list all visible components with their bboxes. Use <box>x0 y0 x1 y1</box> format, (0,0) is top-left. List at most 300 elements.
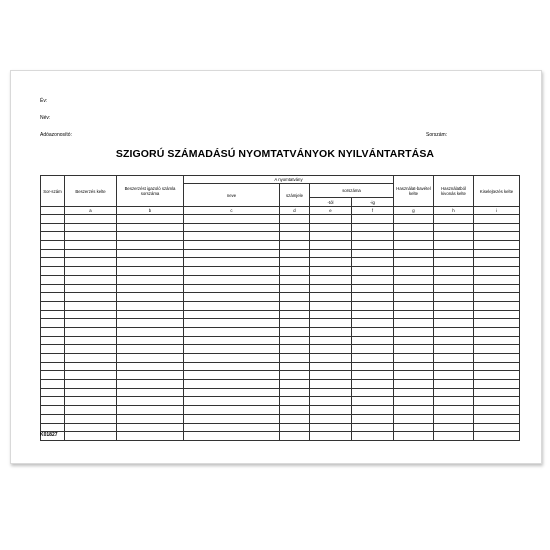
column-letter: c <box>184 207 280 215</box>
table-cell <box>41 223 65 232</box>
table-cell <box>65 241 117 250</box>
table-cell <box>41 249 65 258</box>
table-cell <box>474 241 520 250</box>
table-cell <box>474 414 520 423</box>
table-cell <box>117 362 184 371</box>
table-cell <box>117 432 184 441</box>
table-cell <box>352 215 394 224</box>
table-row <box>41 354 520 363</box>
table-cell <box>352 232 394 241</box>
table-cell <box>41 301 65 310</box>
table-cell <box>394 414 434 423</box>
table-cell <box>474 249 520 258</box>
table-cell <box>184 397 280 406</box>
table-cell <box>184 232 280 241</box>
table-cell <box>310 293 352 302</box>
column-letter: h <box>434 207 474 215</box>
table-cell <box>310 232 352 241</box>
table-cell <box>117 267 184 276</box>
table-row <box>41 275 520 284</box>
table-cell <box>65 406 117 415</box>
table-cell <box>434 223 474 232</box>
table-cell <box>474 319 520 328</box>
table-row <box>41 362 520 371</box>
column-letter-blank <box>41 207 65 215</box>
table-cell <box>474 397 520 406</box>
table-cell <box>310 371 352 380</box>
register-table <box>40 175 520 441</box>
table-cell <box>310 284 352 293</box>
table-cell <box>41 232 65 241</box>
table-row <box>41 432 520 441</box>
column-letter: g <box>394 207 434 215</box>
table-cell <box>434 414 474 423</box>
table-cell <box>310 388 352 397</box>
table-cell <box>65 397 117 406</box>
table-cell <box>394 241 434 250</box>
table-cell <box>394 284 434 293</box>
table-cell <box>117 319 184 328</box>
year-label: Év: <box>40 98 48 104</box>
page-title: SZIGORÚ SZÁMADÁSÚ NYOMTATVÁNYOK NYILVÁNTARTÁSA <box>115 148 435 160</box>
table-row <box>41 223 520 232</box>
table-cell <box>310 423 352 432</box>
table-cell <box>65 354 117 363</box>
table-cell <box>434 327 474 336</box>
table-cell <box>434 310 474 319</box>
table-cell <box>117 406 184 415</box>
form-code: K01827 <box>40 432 58 438</box>
table-cell <box>41 336 65 345</box>
table-cell <box>280 284 310 293</box>
table-cell <box>117 327 184 336</box>
table-cell <box>117 301 184 310</box>
table-row <box>41 423 520 432</box>
table-cell <box>310 397 352 406</box>
table-cell <box>310 215 352 224</box>
table-cell <box>280 215 310 224</box>
table-cell <box>310 354 352 363</box>
table-cell <box>310 249 352 258</box>
table-cell <box>434 267 474 276</box>
table-cell <box>352 275 394 284</box>
table-cell <box>310 432 352 441</box>
table-cell <box>434 345 474 354</box>
table-cell <box>474 258 520 267</box>
header-sorszama: sorszáma <box>310 184 394 198</box>
table-cell <box>41 284 65 293</box>
table-cell <box>474 293 520 302</box>
table-cell <box>394 432 434 441</box>
table-cell <box>280 241 310 250</box>
table-cell <box>434 380 474 389</box>
table-cell <box>474 327 520 336</box>
table-cell <box>117 232 184 241</box>
table-cell <box>41 388 65 397</box>
table-cell <box>352 310 394 319</box>
table-cell <box>474 310 520 319</box>
table-cell <box>434 354 474 363</box>
table-cell <box>310 223 352 232</box>
table-cell <box>310 406 352 415</box>
table-cell <box>352 223 394 232</box>
table-cell <box>184 249 280 258</box>
table-cell <box>434 275 474 284</box>
table-cell <box>65 371 117 380</box>
table-cell <box>434 258 474 267</box>
table-cell <box>65 327 117 336</box>
table-cell <box>41 354 65 363</box>
table-row <box>41 267 520 276</box>
table-cell <box>117 388 184 397</box>
table-cell <box>310 241 352 250</box>
header-kiselejtezes-kelte: Kiselejtezés kelte <box>474 176 520 207</box>
table-cell <box>474 345 520 354</box>
header-sorszam: Sor-szám <box>41 176 65 207</box>
table-cell <box>280 397 310 406</box>
table-cell <box>280 406 310 415</box>
table-cell <box>184 388 280 397</box>
table-cell <box>280 414 310 423</box>
tax-id-label: Adóazonosító: <box>40 132 72 138</box>
table-row <box>41 388 520 397</box>
table-cell <box>394 354 434 363</box>
table-cell <box>41 215 65 224</box>
table-cell <box>280 232 310 241</box>
table-row <box>41 397 520 406</box>
table-cell <box>41 362 65 371</box>
table-row <box>41 310 520 319</box>
table-cell <box>474 223 520 232</box>
table-cell <box>352 327 394 336</box>
table-cell <box>352 388 394 397</box>
table-cell <box>280 345 310 354</box>
table-cell <box>474 232 520 241</box>
table-cell <box>352 336 394 345</box>
table-cell <box>184 258 280 267</box>
table-cell <box>352 293 394 302</box>
table-cell <box>184 267 280 276</box>
header-beszerzest-igazolo: Beszerzést igazoló számla sorszáma <box>117 176 184 207</box>
table-cell <box>394 310 434 319</box>
table-cell <box>65 249 117 258</box>
table-cell <box>41 345 65 354</box>
table-cell <box>474 380 520 389</box>
table-cell <box>184 362 280 371</box>
table-cell <box>117 249 184 258</box>
table-cell <box>65 232 117 241</box>
header-ig: -ig <box>352 198 394 207</box>
table-cell <box>352 432 394 441</box>
table-cell <box>474 354 520 363</box>
table-cell <box>41 310 65 319</box>
table-cell <box>184 310 280 319</box>
table-cell <box>434 406 474 415</box>
table-cell <box>184 336 280 345</box>
table-cell <box>434 397 474 406</box>
table-cell <box>65 345 117 354</box>
table-cell <box>117 275 184 284</box>
table-cell <box>310 362 352 371</box>
table-cell <box>41 241 65 250</box>
table-cell <box>117 371 184 380</box>
table-cell <box>117 293 184 302</box>
table-row <box>41 319 520 328</box>
table-cell <box>65 215 117 224</box>
table-cell <box>41 293 65 302</box>
table-cell <box>434 249 474 258</box>
table-cell <box>474 371 520 380</box>
table-cell <box>41 319 65 328</box>
table-row <box>41 414 520 423</box>
table-cell <box>474 406 520 415</box>
table-cell <box>434 241 474 250</box>
table-cell <box>41 371 65 380</box>
table-cell <box>184 223 280 232</box>
table-cell <box>310 414 352 423</box>
column-letter: i <box>474 207 520 215</box>
table-cell <box>184 414 280 423</box>
table-cell <box>41 258 65 267</box>
table-cell <box>474 284 520 293</box>
table-cell <box>310 301 352 310</box>
table-row <box>41 406 520 415</box>
table-cell <box>65 293 117 302</box>
table-cell <box>65 258 117 267</box>
table-cell <box>310 345 352 354</box>
table-cell <box>41 414 65 423</box>
table-row <box>41 249 520 258</box>
table-row <box>41 380 520 389</box>
table-row <box>41 336 520 345</box>
table-cell <box>280 310 310 319</box>
table-cell <box>65 319 117 328</box>
column-letter: d <box>280 207 310 215</box>
table-cell <box>65 275 117 284</box>
table-cell <box>474 215 520 224</box>
table-cell <box>184 406 280 415</box>
table-cell <box>352 241 394 250</box>
table-cell <box>352 380 394 389</box>
table-cell <box>474 362 520 371</box>
table-body <box>41 215 520 441</box>
table-cell <box>65 284 117 293</box>
table-cell <box>474 423 520 432</box>
table-cell <box>352 249 394 258</box>
table-cell <box>280 354 310 363</box>
table-cell <box>352 362 394 371</box>
table-cell <box>65 423 117 432</box>
table-cell <box>117 336 184 345</box>
table-cell <box>394 249 434 258</box>
header-hasznalatba-vetel: Használat-bavétel kelte <box>394 176 434 207</box>
table-cell <box>434 432 474 441</box>
table-cell <box>394 327 434 336</box>
table-cell <box>184 432 280 441</box>
table-cell <box>41 267 65 276</box>
table-cell <box>394 215 434 224</box>
table-cell <box>310 336 352 345</box>
table-cell <box>184 284 280 293</box>
table-cell <box>434 215 474 224</box>
column-letter: f <box>352 207 394 215</box>
table-cell <box>280 267 310 276</box>
table-cell <box>352 414 394 423</box>
table-cell <box>434 293 474 302</box>
table-cell <box>474 267 520 276</box>
table-cell <box>310 267 352 276</box>
table-cell <box>434 336 474 345</box>
table-cell <box>352 406 394 415</box>
table-cell <box>280 327 310 336</box>
table-cell <box>310 327 352 336</box>
table-row <box>41 301 520 310</box>
table-cell <box>184 215 280 224</box>
table-cell <box>65 414 117 423</box>
table-cell <box>394 232 434 241</box>
table-cell <box>184 293 280 302</box>
table-cell <box>280 301 310 310</box>
table-cell <box>474 432 520 441</box>
table-cell <box>65 310 117 319</box>
table-cell <box>280 371 310 380</box>
table-cell <box>394 258 434 267</box>
header-neve: neve <box>184 184 280 207</box>
header-a-nyomtatvany: A nyomtatvány <box>184 176 394 184</box>
table-cell <box>117 345 184 354</box>
table-cell <box>394 406 434 415</box>
table-row <box>41 284 520 293</box>
table-cell <box>280 423 310 432</box>
name-label: Név: <box>40 115 51 121</box>
column-letter: b <box>117 207 184 215</box>
table-cell <box>117 397 184 406</box>
table-cell <box>280 293 310 302</box>
table-cell <box>65 301 117 310</box>
table-cell <box>394 362 434 371</box>
table-cell <box>184 319 280 328</box>
table-cell <box>280 362 310 371</box>
table-cell <box>280 319 310 328</box>
table-cell <box>394 388 434 397</box>
header-tol: -tól <box>310 198 352 207</box>
table-row <box>41 345 520 354</box>
table-cell <box>352 319 394 328</box>
table-cell <box>117 354 184 363</box>
table-cell <box>184 380 280 389</box>
table-cell <box>352 345 394 354</box>
table-cell <box>184 275 280 284</box>
table-cell <box>184 423 280 432</box>
table-cell <box>117 223 184 232</box>
table-cell <box>434 423 474 432</box>
table-cell <box>280 249 310 258</box>
table-cell <box>474 275 520 284</box>
table-cell <box>117 423 184 432</box>
table-row <box>41 258 520 267</box>
table-cell <box>352 397 394 406</box>
table-cell <box>65 432 117 441</box>
table-row <box>41 293 520 302</box>
table-cell <box>41 380 65 389</box>
table-cell <box>65 380 117 389</box>
table-cell <box>434 362 474 371</box>
table-cell <box>394 267 434 276</box>
table-cell <box>41 327 65 336</box>
header-szamjele: számjele <box>280 184 310 207</box>
table-cell <box>65 223 117 232</box>
table-cell <box>280 275 310 284</box>
table-cell <box>352 258 394 267</box>
table-cell <box>434 232 474 241</box>
table-cell <box>280 223 310 232</box>
table-cell <box>394 380 434 389</box>
table-cell <box>41 397 65 406</box>
table-cell <box>310 258 352 267</box>
table-cell <box>65 267 117 276</box>
table-cell <box>41 406 65 415</box>
table-cell <box>352 267 394 276</box>
table-cell <box>394 336 434 345</box>
table-cell <box>280 388 310 397</box>
table-cell <box>352 354 394 363</box>
table-cell <box>434 319 474 328</box>
table-cell <box>352 284 394 293</box>
table-cell <box>117 241 184 250</box>
table-cell <box>280 380 310 389</box>
table-cell <box>65 388 117 397</box>
table-cell <box>41 423 65 432</box>
table-cell <box>117 310 184 319</box>
table-cell <box>41 275 65 284</box>
table-cell <box>117 414 184 423</box>
table-cell <box>394 371 434 380</box>
table-row <box>41 327 520 336</box>
table-cell <box>394 275 434 284</box>
table-cell <box>434 301 474 310</box>
table-cell <box>394 223 434 232</box>
header-hasznalatbol-kivonas: Használatból kivonás kelte <box>434 176 474 207</box>
table-row <box>41 232 520 241</box>
table-cell <box>394 397 434 406</box>
table-cell <box>352 423 394 432</box>
table-cell <box>394 319 434 328</box>
table-cell <box>474 388 520 397</box>
header-beszerzes-kelte: Beszerzés kelte <box>65 176 117 207</box>
table-cell <box>184 354 280 363</box>
column-letter-row <box>41 207 520 215</box>
table-cell <box>117 215 184 224</box>
table-cell <box>352 371 394 380</box>
serial-label: Sorszám: <box>426 132 448 138</box>
table-cell <box>184 241 280 250</box>
table-cell <box>434 388 474 397</box>
column-letter: a <box>65 207 117 215</box>
table-cell <box>394 293 434 302</box>
table-cell <box>474 336 520 345</box>
table-cell <box>394 345 434 354</box>
table-cell <box>184 345 280 354</box>
table-cell <box>184 301 280 310</box>
table-cell <box>394 301 434 310</box>
table-cell <box>352 301 394 310</box>
table-cell <box>434 284 474 293</box>
table-cell <box>117 380 184 389</box>
table-cell <box>280 258 310 267</box>
table-cell <box>280 336 310 345</box>
table-cell <box>117 284 184 293</box>
table-row <box>41 371 520 380</box>
